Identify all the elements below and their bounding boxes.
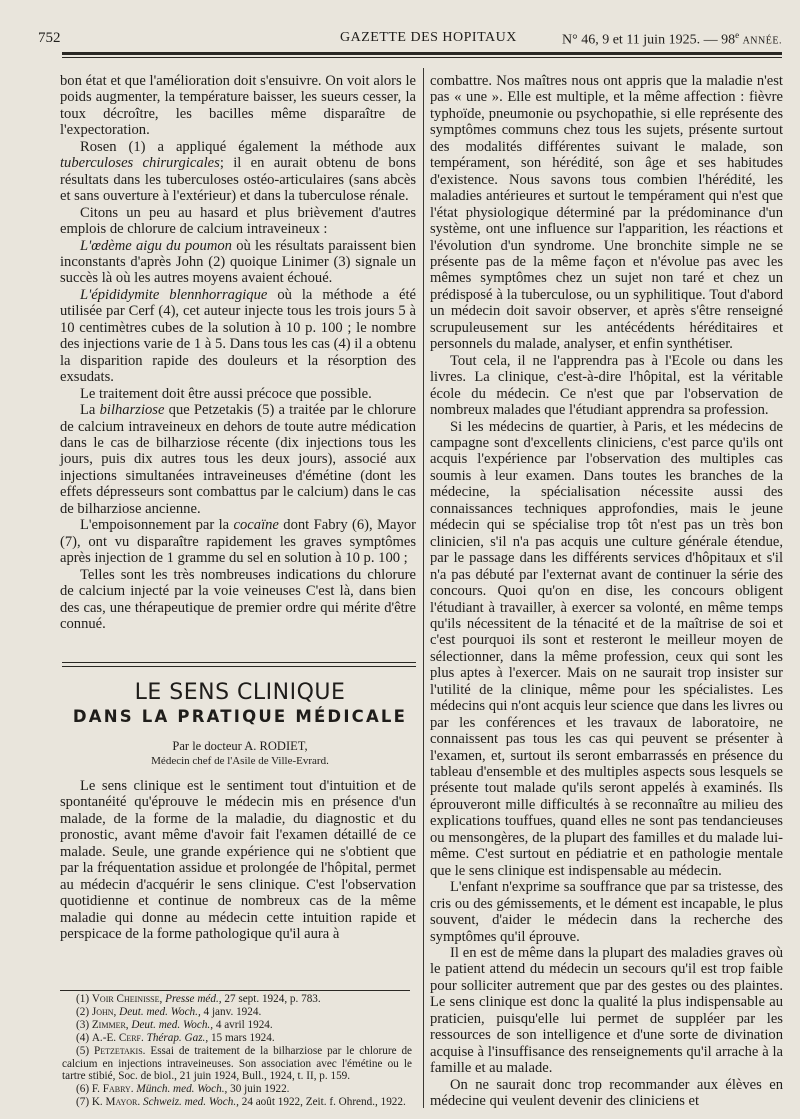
article-separator (62, 662, 416, 663)
paragraph (60, 287, 416, 386)
footnote-ref: 30 juin 1922. (227, 1083, 290, 1096)
footnote-author: John, (91, 1005, 117, 1018)
footnote (62, 1083, 412, 1096)
text-run: où les résultats paraissent bien inconstants d'après John (2) quoique Linimer (3) signale un succès là où les autres moyens avaient échoué. (60, 237, 416, 287)
footnote-author: Petzetakis. (93, 1044, 146, 1057)
paragraph: Tout cela, il ne l'apprendra pas à l'Ecole ou dans les livres. La clinique, c'est-à-dire l'hôpital, est la véritable école du médecin. Ce n'est que par l'observation de nombreux malades que l'étudiant apprendra sa profession. (430, 352, 783, 419)
footnote-journal: Deut. med. Woch., (128, 1018, 214, 1031)
footnote-ref: 15 mars 1924. (208, 1031, 275, 1044)
paragraph: Le traitement doit être aussi précoce que possible. (80, 385, 372, 402)
italic-term: cocaïne (233, 517, 279, 534)
text-run: Rosen (1) a appliqué également la méthode aux (80, 138, 416, 155)
article-separator (62, 666, 416, 667)
text-run: dont Fabry (6), Mayor (7), ont vu disparaître rapidement les graves symptômes après injection de 1 gramme du sel en solution à 10 p. 100 ; (60, 517, 416, 567)
paragraph: Le sens clinique est le sentiment tout d'intuition et de spontanéité qu'éprouve le médecin mis en présence d'un malade, de la forme de la maladie, du diagnostic et du pronostic, avant même d'avoir fait l'examen détaillé de ce malade. Seule, une grande expérience qui ne s'obtient que par la fréquentation assidue et prolongée de l'hôpital, permet au médecin d'acquérir le sens clinique. C'est l'observation quotidienne et continue de nombreux cas de la même maladie qui donne au médecin cette intuition rapide et perspicace de la forme pathologique qu'il aura à (60, 778, 416, 943)
footnote-author: F. Fabry. (91, 1083, 134, 1096)
footnote (62, 1032, 412, 1045)
footnote-author: A.-E. Cerf. (91, 1031, 144, 1044)
paragraph: L'enfant n'exprime sa souffrance que par sa tristesse, des cris ou des gémissements, et le dément est incapable, le plus souvent, d'aider le médecin dans la recherche des symptômes qu'il éprouve. (430, 879, 783, 945)
footnote-number: (2) (76, 1005, 90, 1018)
text-run: que Petzetakis (5) a traitée par le chlorure de calcium intraveineux en dehors de toute autre médication dans le cas de bilharziose récente (dix injections tous les jours, puis dix autres tous les deux jours), associé aux injections simultanées intraveineuses d'émétine (dont les effets dépresseurs sont combattus par le calcium) dans le cas de bilharziose ancienne. (60, 402, 416, 517)
footnote-author: K. Mayor. (91, 1096, 141, 1109)
footnote-journal: Münch. med. Woch., (133, 1083, 228, 1096)
footnote-number: (6) (76, 1083, 90, 1096)
paragraph: On ne saurait donc trop recommander aux élèves en médecine qui veulent devenir des cliniciens et (430, 1076, 783, 1110)
footnote (62, 1096, 412, 1109)
footnote-journal: Schweiz. med. Woch., (140, 1096, 239, 1109)
header-rule-thick (62, 52, 782, 55)
issue-text: N° 46, 9 et 11 juin 1925. — 98 (562, 32, 736, 48)
issue-annee: ANNÉE. (742, 35, 782, 47)
right-column-article-body (430, 73, 783, 1110)
paragraph (60, 517, 416, 566)
article-title: LE SENS CLINIQUE (134, 680, 346, 705)
journal-title: GAZETTE DES HOPITAUX (340, 30, 517, 45)
footnote-ref: 24 août 1922, Zeit. f. Ohrend., 1922. (238, 1096, 406, 1109)
paragraph: Si les médecins de quartier, à Paris, et les médecins de campagne sont d'excellents cliniciens, c'est parce qu'ils ont acquis l'expérience par l'observation des multiples cas soumis à leur examen. Dans toutes les branches de la médecine, la spécialisation nécessite aussi des connaissances techniques approfondies, mais le jeune médecin qui se spécialise trop tôt n'est pas un très bon clinicien, s'il n'a pas acquis une culture générale étendue, par le passage dans les différents services d'hôpitaux et s'il n'a pas débuté par l'externat avant de continuer la série des concours. Quoi qu'on en dise, les concours obligent l'étudiant à travailler, à exercer sa volonté, en même temps qu'ils nécessitent de la ténacité et de la maîtrise de soi et c'est pourquoi ils sont et resteront le meilleur moyen de sélectionner, dans la même profession, ceux qui sont les plus aptes à l'exercer. Mais on ne saurait trop insister sur l'utilité de la clinique, même pour les spécialistes. Les médecins qui n'ont acquis leur science que dans les livres ou par les conférences et les travaux de laboratoire, ne connaissent pas tous les cas qui peuvent se présenter à l'examen, et, surtout ils seront embarrassés en présence du tableau d'ensemble et des multiples aspects sous lesquels se présente tout malade qu'ils seront appelés à examinés. Ils éprouveront mille difficultés à se reconnaître au milieu des explications touffues, quand elles ne sont pas tendancieuses ou mensongères, de la plupart des familles et du malade lui-même. C'est surtout en pédiatrie et en pathologie mentale que le sens clinique est indispensable au médecin. (430, 418, 783, 879)
italic-term: bilharziose (99, 402, 165, 419)
page-number: 752 (38, 30, 61, 46)
footnote-rule (60, 990, 410, 991)
footnote-number: (4) (76, 1031, 90, 1044)
author-affiliation: Médecin chef de l'Asile de Ville-Evrard. (151, 755, 329, 767)
paragraph (60, 402, 416, 517)
issue-sup: e (735, 30, 740, 40)
paragraph: combattre. Nos maîtres nous ont appris que la maladie n'est pas « une ». Elle est multiple, et la même affection : fièvre typhoïde, pneumonie ou psychopathie, si elle représente des symptômes communs chez tous les sujets, présente surtout des modalités différentes suivant le malade, son tempérament, son hérédité, son âge et ses habitudes d'existence. Nous savons tous combien l'hérédité, les maladies antérieures et surtout le tempérament qui n'est que l'état physiologique déterminé par la prédominance d'un système, ont une influence sur l'apparition, les réactions et l'évolution d'un syndrome. Une bronchite simple ne se présente pas de la même façon et n'évolue pas avec les mêmes symptômes chez un sujet non taré et chez un prédisposé à la tuberculose, ou un syphilitique. Tout d'abord un médecin doit savoir observer, et après s'être renseigné scrupuleusement sur les antécédents héréditaires et personnels du malade, analyser, et enfin synthétiser. (430, 73, 783, 353)
footnote-journal: Deut. med. Woch., (116, 1005, 201, 1018)
footnote-number: (5) (76, 1044, 90, 1057)
footnote-number: (1) (76, 993, 90, 1005)
text-run: La (80, 402, 100, 419)
footnote-ref: 27 sept. 1924, p. 783. (221, 993, 321, 1005)
column-divider (423, 68, 424, 1108)
paragraph: Telles sont les très nombreuses indications du chlorure de calcium injecté par la voie veineuses C'est là, dans bien des cas, une thérapeutique de premier ordre qui mérite d'être connué. (60, 566, 416, 632)
footnote-number: (7) (76, 1096, 90, 1109)
text-run: ; il en aurait obtenu de bons résultats dans les tuberculoses ostéo-articulaires (sans abcès et sans ouverture à l'extérieur) et dans la tuberculose rénale. (60, 155, 416, 205)
italic-term: L'œdème aigu du poumon (80, 237, 232, 254)
paragraph: Citons un peu au hasard et plus brièvement d'autres emplois de chlorure de calcium intraveineux : (60, 204, 416, 238)
article-body-start (60, 778, 416, 943)
footnote-author: Voir Cheinisse, (91, 993, 163, 1005)
footnote-number: (3) (76, 1018, 90, 1031)
footnote-journal: Thérap. Gaz., (143, 1031, 209, 1044)
text-run: où la méthode a été utilisée par Cerf (4), cet auteur injecte tous les trois jours 5 à 10 centimètres cubes de la solution à 10 p. 100 ; le nombre des injections varie de 1 à 5. Dans tous les cas (4) il a obtenu la disparition rapide des douleurs et la résorption des exsudats. (60, 286, 417, 386)
paragraph (60, 139, 416, 205)
paragraph (60, 238, 416, 287)
italic-term: L'épididymite blennhorragique (80, 286, 268, 303)
paragraph: Il en est de même dans la plupart des maladies graves où le patient attend du médecin un secours qu'il est trop faible pour solliciter autrement que par des gestes ou des plaintes. Le sens clinique est donc la qualité la plus indispensable au praticien, puisqu'elle lui permet de suppléer par les ressources de son intelligence et d'une sorte de divination acquise à l'insuffisance des renseignements qu'il arrache à la famille et au malade. (430, 945, 783, 1077)
footnote-ref: 4 avril 1924. (213, 1018, 273, 1031)
footnote (62, 1045, 412, 1084)
footnote-ref: 4 janv. 1924. (200, 1005, 262, 1018)
header-rule-thin (62, 57, 782, 58)
footnote (62, 1006, 412, 1019)
italic-term: tuberculoses chirurgicales (60, 155, 220, 172)
footnote (62, 1019, 412, 1032)
footnote-journal: Presse méd., (162, 993, 222, 1005)
footnote (62, 993, 412, 1006)
paragraph: bon état et que l'amélioration doit s'ensuivre. On voit alors le poids augmenter, la température baisser, les sueurs cesser, la toux décroître, les bacilles même disparaître de l'expectoration. (60, 73, 416, 139)
article-subtitle: DANS LA PRATIQUE MÉDICALE (72, 707, 408, 726)
footnote-ref: Essai de traitement de la bilharziose par le chlorure de calcium en injections intraveineuses. Son association avec l'émétine ou le tartre stibié, Soc. de biol., 21 juin 1924, Bull., 1924, t. II, p. 159. (62, 1044, 413, 1083)
footnote-author: Zimmer, (91, 1018, 129, 1031)
left-column-continued-article (60, 73, 416, 632)
issue-info (562, 30, 782, 49)
footnotes (62, 993, 412, 1109)
article-byline: Par le docteur A. RODIET, (172, 739, 308, 753)
text-run: L'empoisonnement par la (80, 517, 234, 534)
